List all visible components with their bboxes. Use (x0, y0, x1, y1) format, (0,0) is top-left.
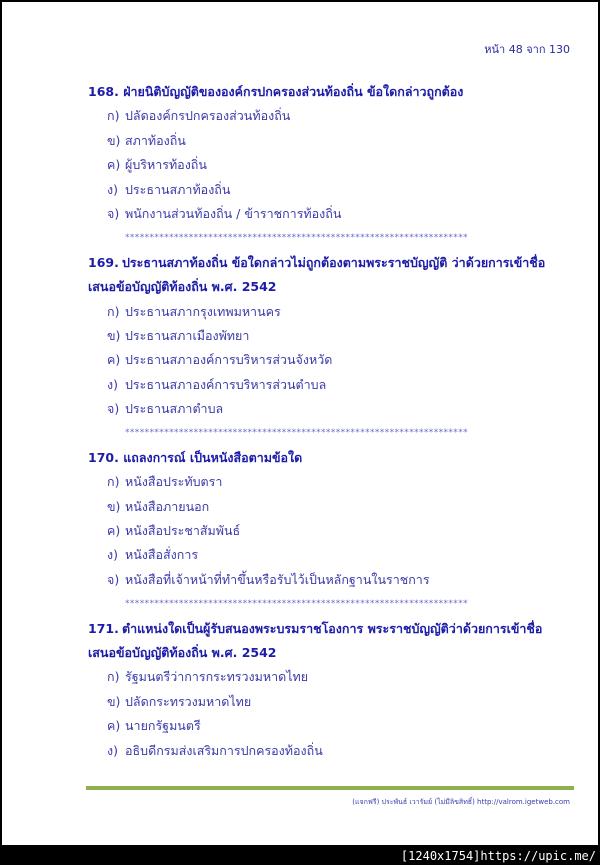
page-indicator: หน้า 48 จาก 130 (484, 43, 570, 56)
option-label: ง) (107, 547, 118, 563)
footer-credit: (แจกฟรี) ประพันธ์ เวารัมย์ (ไม่มีลิขสิทธิ์) http://valrom.igetweb.com (352, 798, 570, 806)
option (88, 519, 576, 543)
option-text: ผู้บริหารท้องถิ่น (125, 157, 207, 173)
question-line: เสนอข้อบัญญัติท้องถิ่น พ.ศ. 2542 (88, 279, 277, 295)
question-text (88, 617, 576, 641)
document-page (2, 2, 598, 845)
option-text: ประธานสภาองค์การบริหารส่วนตำบล (125, 376, 327, 392)
option-text: หนังสือสั่งการ (125, 547, 199, 563)
option-label: ข) (107, 132, 121, 148)
option-label: ค) (107, 157, 121, 173)
option-label: ข) (107, 498, 121, 514)
option (88, 104, 576, 128)
option-label: ข) (107, 327, 121, 343)
option-label: ก) (107, 669, 120, 685)
option-label: จ) (107, 401, 120, 417)
option-text: นายกรัฐมนตรี (125, 718, 201, 734)
option (88, 324, 576, 348)
option (88, 348, 576, 372)
option (88, 690, 576, 714)
option-label: จ) (107, 571, 120, 587)
option-label: ก) (107, 108, 120, 124)
footer-divider (86, 786, 574, 790)
option-text: พนักงานส่วนท้องถิ่น / ข้าราชการท้องถิ่น (125, 205, 342, 221)
image-host-watermark: [1240x1754]https://upic.me/ (400, 849, 596, 863)
option-text: ประธานสภาองค์การบริหารส่วนจังหวัด (125, 352, 333, 368)
question-168 (88, 80, 576, 251)
option-text: หนังสือภายนอก (125, 498, 210, 514)
option-label: จ) (107, 205, 120, 221)
question-number: 169. (88, 254, 119, 270)
option (88, 495, 576, 519)
question-169 (88, 251, 576, 446)
option (88, 543, 576, 567)
option-label: ง) (107, 181, 118, 197)
question-number: 171. (88, 620, 119, 636)
question-line: ฝ่ายนิติบัญญัติขององค์กรปกครองส่วนท้องถิ่น ข้อใดกล่าวถูกต้อง (123, 84, 464, 99)
option-text: ประธานสภาเมืองพัทยา (125, 327, 250, 343)
option-text: ประธานสภากรุงเทพมหานคร (125, 303, 281, 319)
option (88, 568, 576, 592)
option-label: ก) (107, 303, 120, 319)
question-170 (88, 446, 576, 617)
option-text: ปลัดองค์กรปกครองส่วนท้องถิ่น (125, 108, 291, 124)
question-line: ตำแหน่งใดเป็นผู้รับสนองพระบรมราชโองการ พระราชบัญญัติว่าด้วยการเข้าชื่อ (122, 620, 543, 636)
option (88, 470, 576, 494)
question-list (88, 80, 576, 763)
option (88, 300, 576, 324)
option-label: ค) (107, 523, 121, 539)
option (88, 129, 576, 153)
question-line: แถลงการณ์ เป็นหนังสือตามข้อใด (123, 449, 303, 465)
option (88, 739, 576, 763)
option-text: ประธานสภาตำบล (125, 401, 224, 417)
question-line: ประธานสภาท้องถิ่น ข้อใดกล่าวไม่ถูกต้องตามพระราชบัญญัติ ว่าด้วยการเข้าชื่อ (122, 254, 546, 270)
option-label: ข) (107, 693, 121, 709)
question-text (88, 446, 576, 470)
option-text: หนังสือที่เจ้าหน้าที่ทำขึ้นหรือรับไว้เป็นหลักฐานในราชการ (125, 571, 430, 587)
separator: ********************************************************************** (125, 428, 468, 439)
option (88, 397, 576, 421)
option (88, 373, 576, 397)
separator: ********************************************************************** (125, 599, 468, 610)
option-text: ประธานสภาท้องถิ่น (125, 181, 231, 197)
option (88, 178, 576, 202)
option-text: รัฐมนตรีว่าการกระทรวงมหาดไทย (125, 669, 309, 685)
option (88, 153, 576, 177)
separator: ********************************************************************** (125, 233, 468, 244)
question-text (88, 80, 576, 104)
option-label: ง) (107, 376, 118, 392)
question-number: 170. (88, 449, 119, 465)
option-label: ค) (107, 352, 121, 368)
option-label: ค) (107, 718, 121, 734)
option-text: หนังสือประชาสัมพันธ์ (125, 523, 241, 539)
option-text: อธิบดีกรมส่งเสริมการปกครองท้องถิ่น (125, 742, 323, 758)
question-line: เสนอข้อบัญญัติท้องถิ่น พ.ศ. 2542 (88, 644, 277, 660)
option-text: สภาท้องถิ่น (125, 132, 186, 148)
option-text: หนังสือประทับตรา (125, 474, 223, 490)
option (88, 202, 576, 226)
option (88, 714, 576, 738)
question-number: 168. (88, 84, 119, 99)
option-text: ปลัดกระทรวงมหาดไทย (125, 693, 252, 709)
option-label: ก) (107, 474, 120, 490)
option (88, 665, 576, 689)
question-text (88, 251, 576, 275)
option-label: ง) (107, 742, 118, 758)
question-171 (88, 617, 576, 763)
